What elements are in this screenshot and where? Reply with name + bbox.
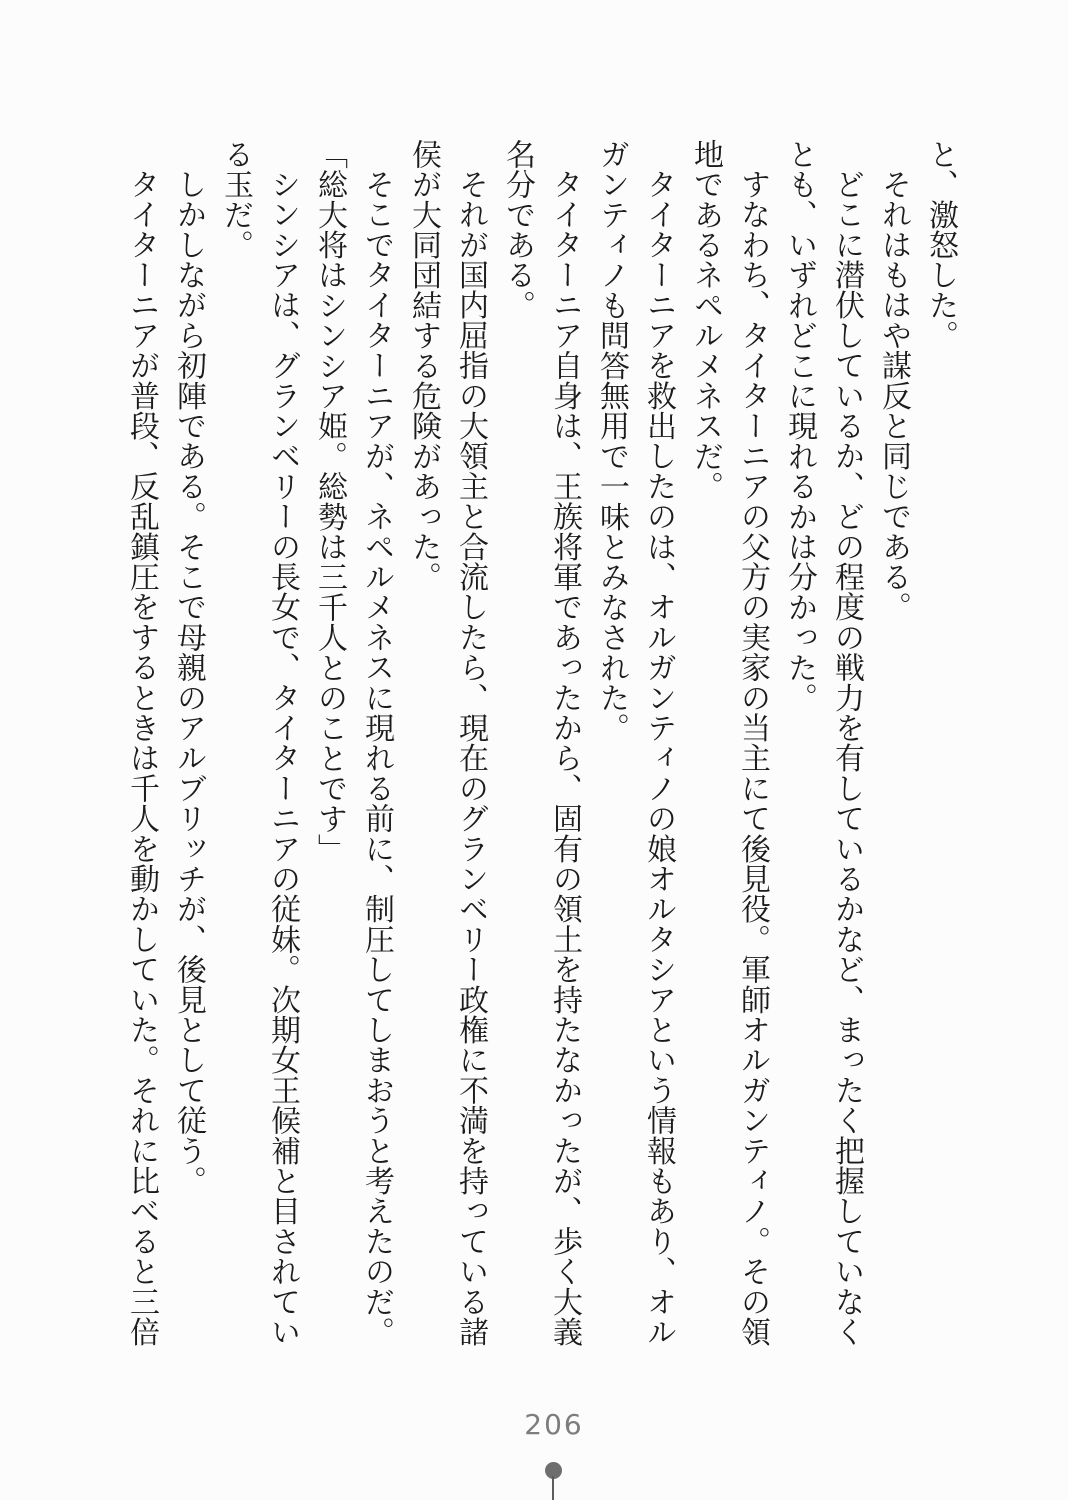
- paragraph: シンシアは、グランベリーの長女で、タイターニアの従妹。次期女王候補と目されている玉だ。: [218, 139, 300, 1347]
- paragraph: しかしながら初陣である。そこで母親のアルブリッチが、後見として従う。: [171, 169, 206, 1196]
- page-number: 206: [524, 1408, 584, 1441]
- paragraph-dialogue: 「総大将はシンシア姫。総勢は三千人とのことです」: [312, 139, 347, 864]
- paragraph: タイターニア自身は、王族将軍であったから、固有の領土を持たなかったが、歩く大義名分である。: [500, 139, 582, 1347]
- paragraph: そこでタイターニアが、ネペルメネスに現れる前に、制圧してしまおうと考えたのだ。: [359, 169, 394, 1347]
- footer-vertical-line: [552, 1476, 554, 1500]
- vertical-text-block: [118, 139, 964, 1351]
- paragraph: それが国内屈指の大領主と合流したら、現在のグランベリー政権に不満を持っている諸侯が大同団結する危険があった。: [406, 139, 488, 1347]
- paragraph: と、激怒した。: [923, 139, 958, 351]
- paragraph: それはもはや謀反と同じである。: [876, 169, 911, 622]
- paragraph: タイターニアが普段、反乱鎮圧をするときは千人を動かしていた。それに比べると三倍: [124, 169, 159, 1347]
- paragraph: すなわち、タイターニアの父方の実家の当主にて後見役。軍師オルガンティノ。その領地であるネペルメネスだ。: [688, 139, 770, 1347]
- paragraph: どこに潜伏しているか、どの程度の戦力を有しているかなど、まったく把握していなくとも、いずれどこに現れるかは分かった。: [782, 139, 864, 1347]
- paragraph: タイターニアを救出したのは、オルガンティノの娘オルタシアという情報もあり、オルガンティノも問答無用で一味とみなされた。: [594, 139, 676, 1347]
- page-footer: [0, 1408, 1068, 1500]
